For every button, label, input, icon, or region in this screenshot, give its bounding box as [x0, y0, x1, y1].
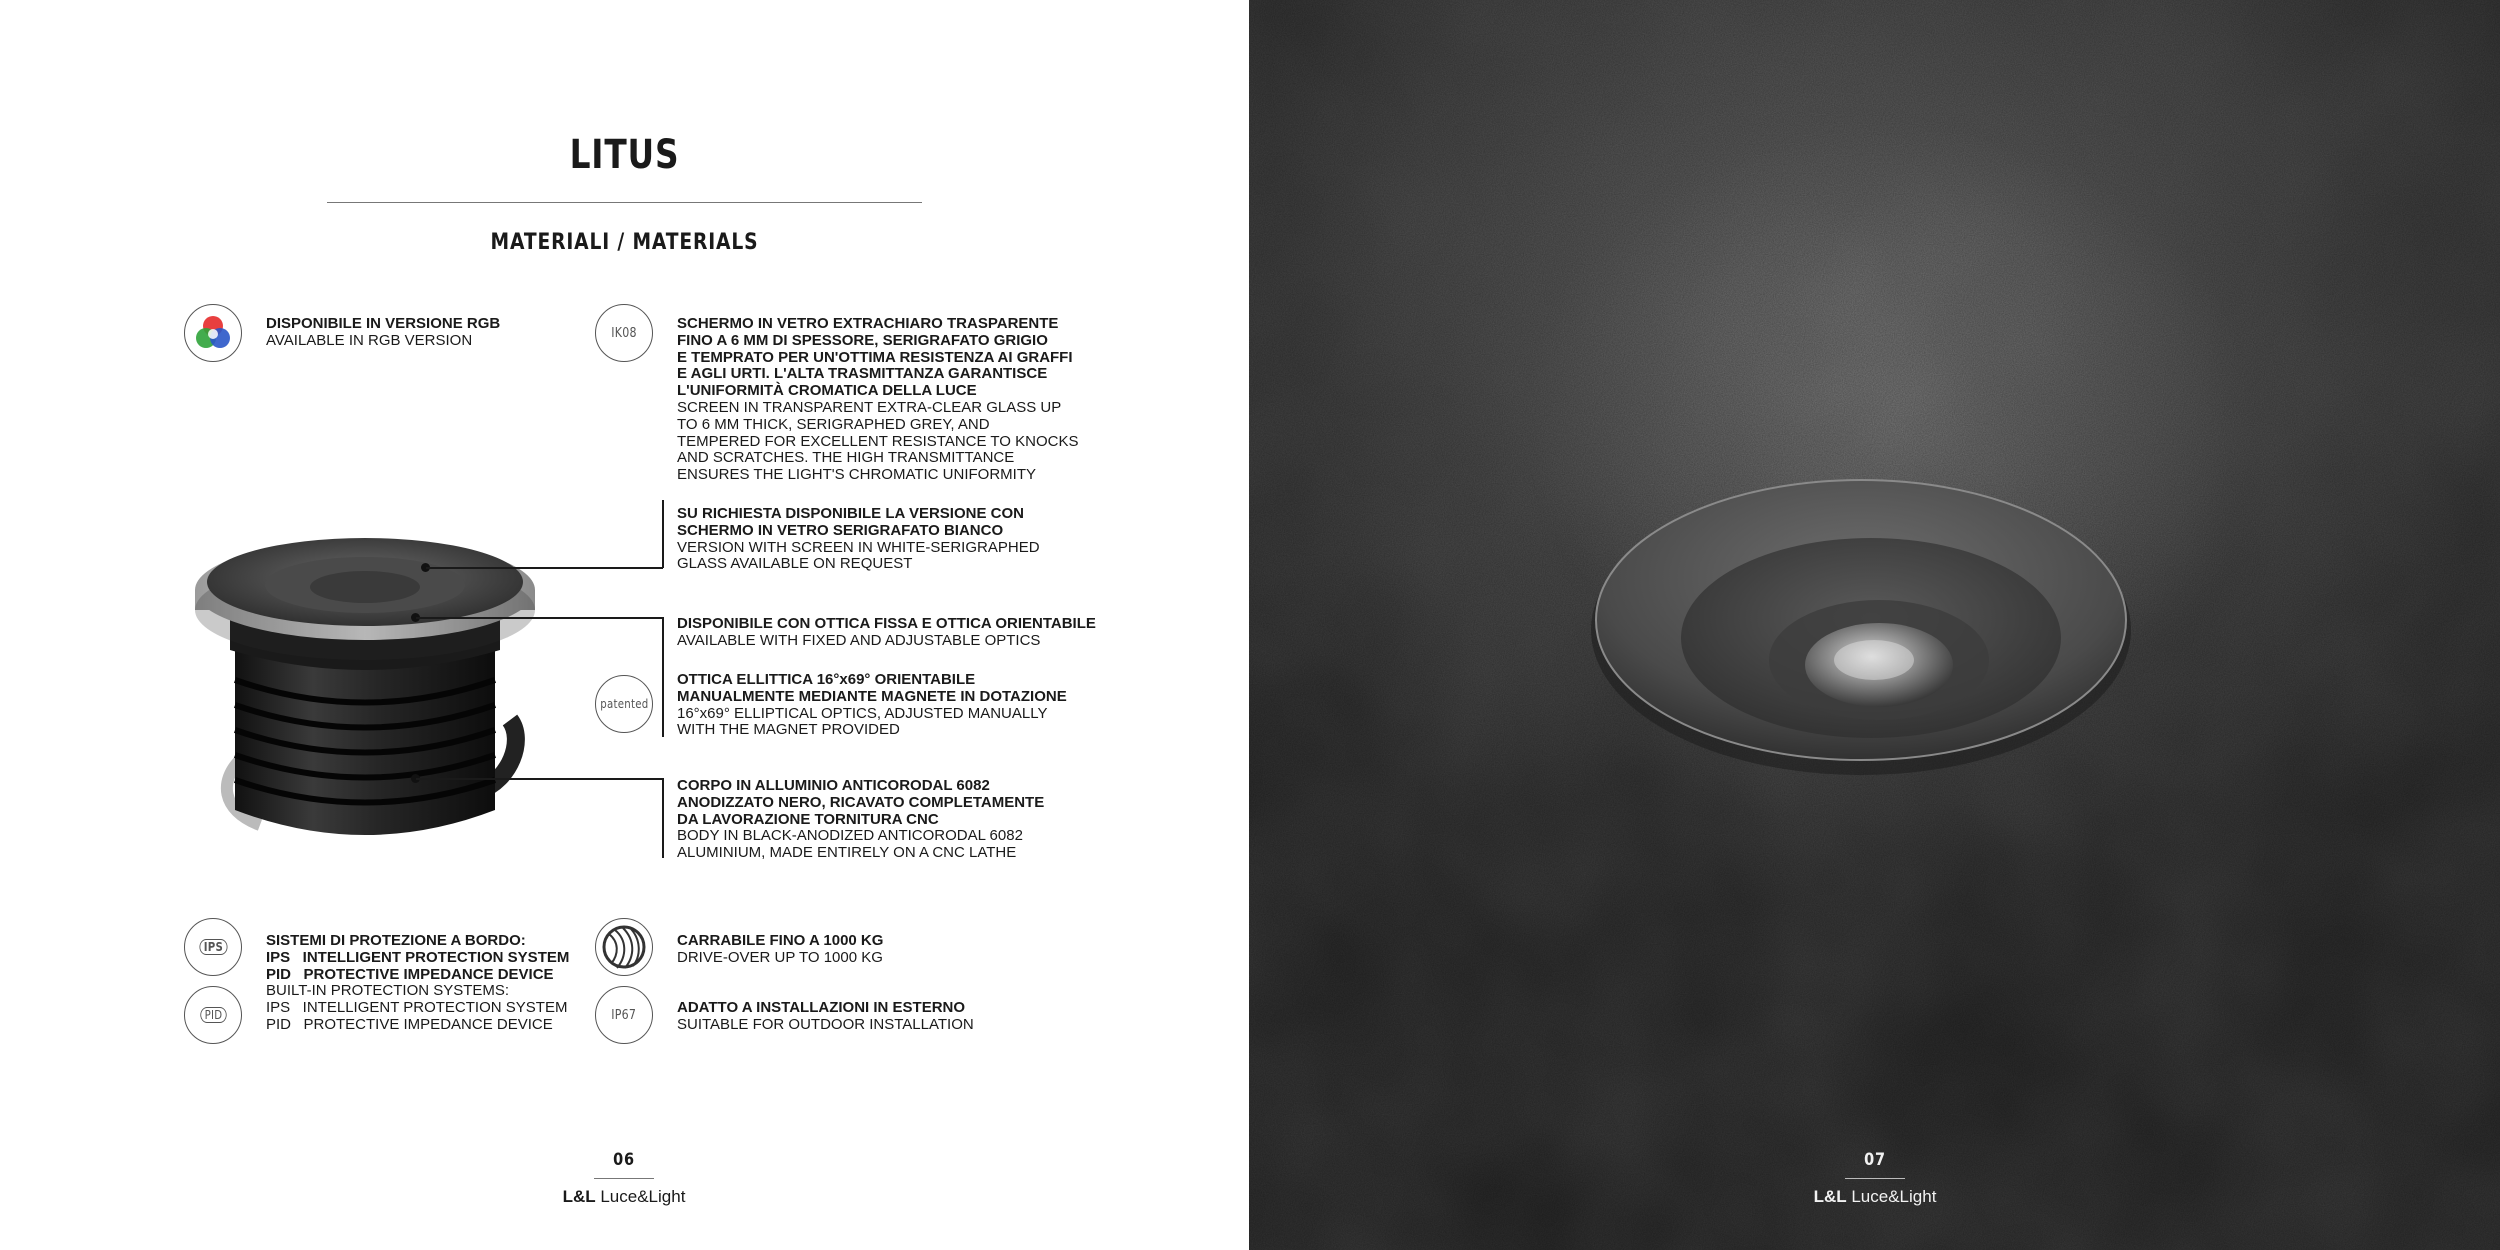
spec-body-it-1: CORPO IN ALLUMINIO ANTICORODAL 6082	[677, 777, 990, 794]
spec-rgb-it: DISPONIBILE IN VERSIONE RGB	[266, 315, 501, 332]
spec-white-it-1: SU RICHIESTA DISPONIBILE LA VERSIONE CON	[677, 505, 1024, 522]
spec-optics	[677, 616, 1096, 650]
spec-optics-it: DISPONIBILE CON OTTICA FISSA E OTTICA ORIENTABILE	[677, 615, 1096, 632]
spec-white-screen	[677, 506, 1040, 573]
spec-outdoor	[677, 1000, 974, 1034]
title-rule	[327, 202, 922, 203]
spec-elliptical-en-1: 16°x69° ELLIPTICAL OPTICS, ADJUSTED MANUALLY	[677, 704, 1048, 722]
spec-glass-en-1: SCREEN IN TRANSPARENT EXTRA-CLEAR GLASS UP	[677, 398, 1062, 416]
spec-white-en-2: GLASS AVAILABLE ON REQUEST	[677, 555, 913, 573]
callout-line-optics-v	[662, 617, 664, 737]
section-subtitle: MATERIALI / MATERIALS	[490, 230, 759, 255]
spec-driveover-it: CARRABILE FINO A 1000 KG	[677, 932, 884, 949]
brand-right	[1775, 1187, 1975, 1207]
spec-body-en-1: BODY IN BLACK-ANODIZED ANTICORODAL 6082	[677, 827, 1023, 845]
spec-elliptical-it-2: MANUALMENTE MEDIANTE MAGNETE IN DOTAZIONE	[677, 687, 1067, 705]
rgb-icon	[184, 304, 242, 362]
spec-glass-en-3: TEMPERED FOR EXCELLENT RESISTANCE TO KNOCKS	[677, 432, 1079, 450]
ip67-icon	[595, 986, 653, 1044]
pid-icon-label: PID	[200, 1007, 226, 1023]
spec-glass-en-4: AND SCRATCHES. THE HIGH TRANSMITTANCE	[677, 449, 1015, 467]
wheel-icon	[595, 918, 653, 976]
folio-rule-right	[1845, 1178, 1905, 1179]
page-number-right: 07	[1864, 1150, 1886, 1170]
pid-icon	[184, 986, 242, 1044]
spec-glass-it-2: FINO A 6 MM DI SPESSORE, SERIGRAFATO GRIGIO	[677, 331, 1048, 349]
ips-icon-label: IPS	[199, 939, 227, 955]
spec-protection-en-2: IPS INTELLIGENT PROTECTION SYSTEM	[266, 999, 568, 1017]
spec-driveover	[677, 933, 883, 967]
spec-body	[677, 778, 1044, 862]
spec-glass-it-4: E AGLI URTI. L'ALTA TRASMITTANZA GARANTISCE	[677, 365, 1048, 383]
spec-glass-en-5: ENSURES THE LIGHT'S CHROMATIC UNIFORMITY	[677, 466, 1036, 484]
page-title: LITUS	[569, 132, 680, 178]
spec-rgb	[266, 316, 500, 350]
spec-glass-en-2: TO 6 MM THICK, SERIGRAPHED GREY, AND	[677, 415, 990, 433]
brand-right-rest: Luce&Light	[1846, 1187, 1937, 1206]
callout-line-screen-v	[662, 500, 664, 568]
spec-glass-screen	[677, 316, 1078, 484]
brand-right-bold: L&L	[1813, 1187, 1847, 1206]
brand-left	[524, 1187, 724, 1207]
left-page	[0, 0, 1249, 1250]
spec-body-it-3: DA LAVORAZIONE TORNITURA CNC	[677, 810, 939, 828]
spec-elliptical-it-1: OTTICA ELLITTICA 16°x69° ORIENTABILE	[677, 671, 976, 688]
spec-protection-it-1: SISTEMI DI PROTEZIONE A BORDO:	[266, 932, 526, 949]
brand-left-rest: Luce&Light	[595, 1187, 686, 1206]
spec-elliptical-optics	[677, 672, 1067, 739]
spec-outdoor-it: ADATTO A INSTALLAZIONI IN ESTERNO	[677, 999, 966, 1016]
spec-protection-en-1: BUILT-IN PROTECTION SYSTEMS:	[266, 982, 510, 1000]
ik08-icon-label: IK08	[611, 325, 637, 341]
hero-luminaire	[1589, 460, 2149, 780]
callout-line-optics-h	[416, 617, 663, 619]
callout-line-body-h	[416, 778, 663, 780]
spec-body-it-2: ANODIZZATO NERO, RICAVATO COMPLETAMENTE	[677, 793, 1045, 811]
spec-protection	[266, 933, 569, 1034]
product-illustration	[190, 490, 540, 860]
spec-elliptical-en-2: WITH THE MAGNET PROVIDED	[677, 721, 900, 739]
spec-glass-it-1: SCHERMO IN VETRO EXTRACHIARO TRASPARENTE	[677, 315, 1059, 332]
spec-white-it-2: SCHERMO IN VETRO SERIGRAFATO BIANCO	[677, 521, 1004, 539]
spec-optics-en: AVAILABLE WITH FIXED AND ADJUSTABLE OPTICS	[677, 631, 1041, 649]
brand-left-bold: L&L	[562, 1187, 596, 1206]
ip67-icon-label: IP67	[611, 1007, 637, 1023]
spec-body-en-2: ALUMINIUM, MADE ENTIRELY ON A CNC LATHE	[677, 844, 1017, 862]
page-number-left: 06	[613, 1150, 635, 1170]
spec-protection-en-3: PID PROTECTIVE IMPEDANCE DEVICE	[266, 1015, 553, 1033]
spec-protection-it-2: IPS INTELLIGENT PROTECTION SYSTEM	[266, 948, 570, 966]
callout-line-body-v	[662, 778, 664, 858]
spec-rgb-en: AVAILABLE IN RGB VERSION	[266, 331, 473, 349]
ik08-icon	[595, 304, 653, 362]
ips-icon	[184, 918, 242, 976]
spec-driveover-en: DRIVE-OVER UP TO 1000 KG	[677, 948, 883, 966]
spec-outdoor-en: SUITABLE FOR OUTDOOR INSTALLATION	[677, 1015, 974, 1033]
spec-protection-it-3: PID PROTECTIVE IMPEDANCE DEVICE	[266, 965, 554, 983]
spec-glass-it-3: E TEMPRATO PER UN'OTTIMA RESISTENZA AI GRAFFI	[677, 348, 1073, 366]
spec-white-en-1: VERSION WITH SCREEN IN WHITE-SERIGRAPHED	[677, 538, 1040, 556]
spec-glass-it-5: L'UNIFORMITÀ CROMATICA DELLA LUCE	[677, 382, 977, 400]
patented-icon	[595, 675, 653, 733]
callout-line-screen-h	[426, 567, 663, 569]
right-page-photo	[1249, 0, 2500, 1250]
patented-icon-label: patented	[599, 697, 649, 711]
folio-rule-left	[594, 1178, 654, 1179]
